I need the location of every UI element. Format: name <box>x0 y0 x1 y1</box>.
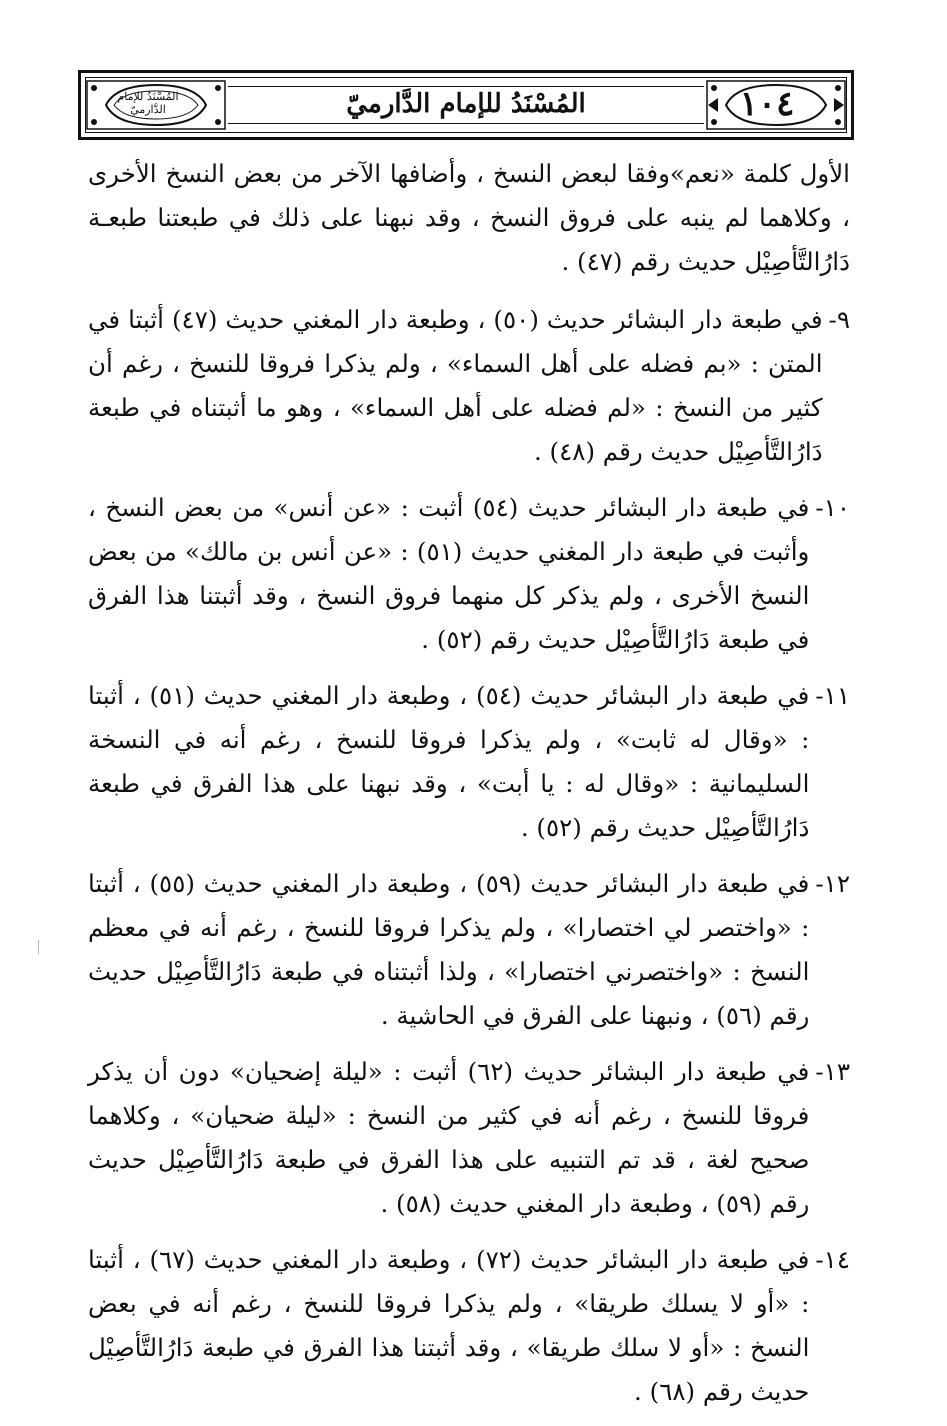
list-item <box>88 298 850 474</box>
list-item <box>88 674 850 850</box>
page-body <box>88 152 850 1426</box>
list-item <box>88 486 850 662</box>
item-text: في طبعة دار البشائر حديث (٥٩) ، وطبعة دار المغني حديث (٥٥) ، أثبتا : «واختصر لي اختصارا» ، ولم يذكرا فروقا للنسخ ، رغم أنه في معظم النسخ : «واختصرني اختصارا» ، ولذا أثبتناه في طبعة دَارُالتَّأصِيْل حديث رقم (٥٦) ، ونبهنا على الفرق في الحاشية . <box>88 869 810 1030</box>
item-text: في طبعة دار البشائر حديث (٥٤) ، وطبعة دار المغني حديث (٥١) ، أثبتا : «وقال له ثابت» ، ولم يذكرا فروقا للنسخ ، رغم أنه في النسخة السليمانية : «وقال له : يا أبت» ، وقد نبهنا على هذا الفرق في طبعة دَارُالتَّأصِيْل حديث رقم (٥٢) . <box>88 681 810 842</box>
intro-paragraph: الأول كلمة «نعم»وفقا لبعض النسخ ، وأضافها الآخر من بعض النسخ الأخرى ، وكلاهما لم ينبه على فروق النسخ ، وقد نبهنا على ذلك في طبعتنا طبعـة دَارُالتَّأصِيْل حديث رقم (٤٧) . <box>88 159 850 276</box>
running-title: المُسْنَدُ للإمام الدَّارميّ <box>346 89 586 119</box>
item-text: في طبعة دار البشائر حديث (٧٢) ، وطبعة دار المغني حديث (٦٧) ، أثبتا : «أو لا يسلك طريقا» ، ولم يذكرا فروقا للنسخ ، رغم أنه في بعض النسخ : «أو لا سلك طريقا» ، وقد أثبتنا هذا الفرق في طبعة دَارُالتَّأصِيْل حديث رقم (٦٨) . <box>88 1245 810 1406</box>
list-item <box>88 1238 850 1414</box>
item-text: في طبعة دار البشائر حديث (٦٢) أثبت : «ليلة إضحيان» دون أن يذكر فروقا للنسخ ، رغم أنه في كثير من النسخ : «ليلة ضحيان» ، وكلاهما صحيح لغة ، قد تم التنبيه على هذا الفرق في طبعة دَارُالتَّأصِيْل حديث رقم (٥٩) ، وطبعة دار المغني حديث (٥٨) . <box>88 1057 810 1218</box>
item-number: ٩- <box>828 305 850 334</box>
header-emblem-text: المُسْنَدُ للإمام الدَّارميّ <box>117 90 179 116</box>
item-number: ١٣- <box>815 1057 850 1086</box>
item-number: ١٤- <box>815 1245 850 1274</box>
item-number: ١٠- <box>815 493 850 522</box>
page-header <box>78 70 854 140</box>
margin-mark <box>38 940 39 954</box>
list-item <box>88 862 850 1038</box>
list-item <box>88 1050 850 1226</box>
item-text: في طبعة دار البشائر حديث (٥٤) أثبت : «عن أنس» من بعض النسخ ، وأثبت في طبعة دار المغني حديث (٥١) : «عن أنس بن مالك» من بعض النسخ الأخرى ، ولم يذكر كل منهما فروق النسخ ، وقد أثبتنا هذا الفرق في طبعة دَارُالتَّأصِيْل حديث رقم (٥٢) . <box>88 493 810 654</box>
item-number: ١١- <box>815 681 850 710</box>
page-number: ١٠٤ <box>739 84 795 124</box>
item-text: في طبعة دار البشائر حديث (٥٠) ، وطبعة دار المغني حديث (٤٧) أثبتا في المتن : «بم فضله على أهل السماء» ، ولم يذكرا فروقا للنسخ ، رغم أن كثير من النسخ : «لم فضله على أهل السماء» ، وهو ما أثبتناه في طبعة دَارُالتَّأصِيْل حديث رقم (٤٨) . <box>88 305 823 466</box>
item-number: ١٢- <box>815 869 850 898</box>
